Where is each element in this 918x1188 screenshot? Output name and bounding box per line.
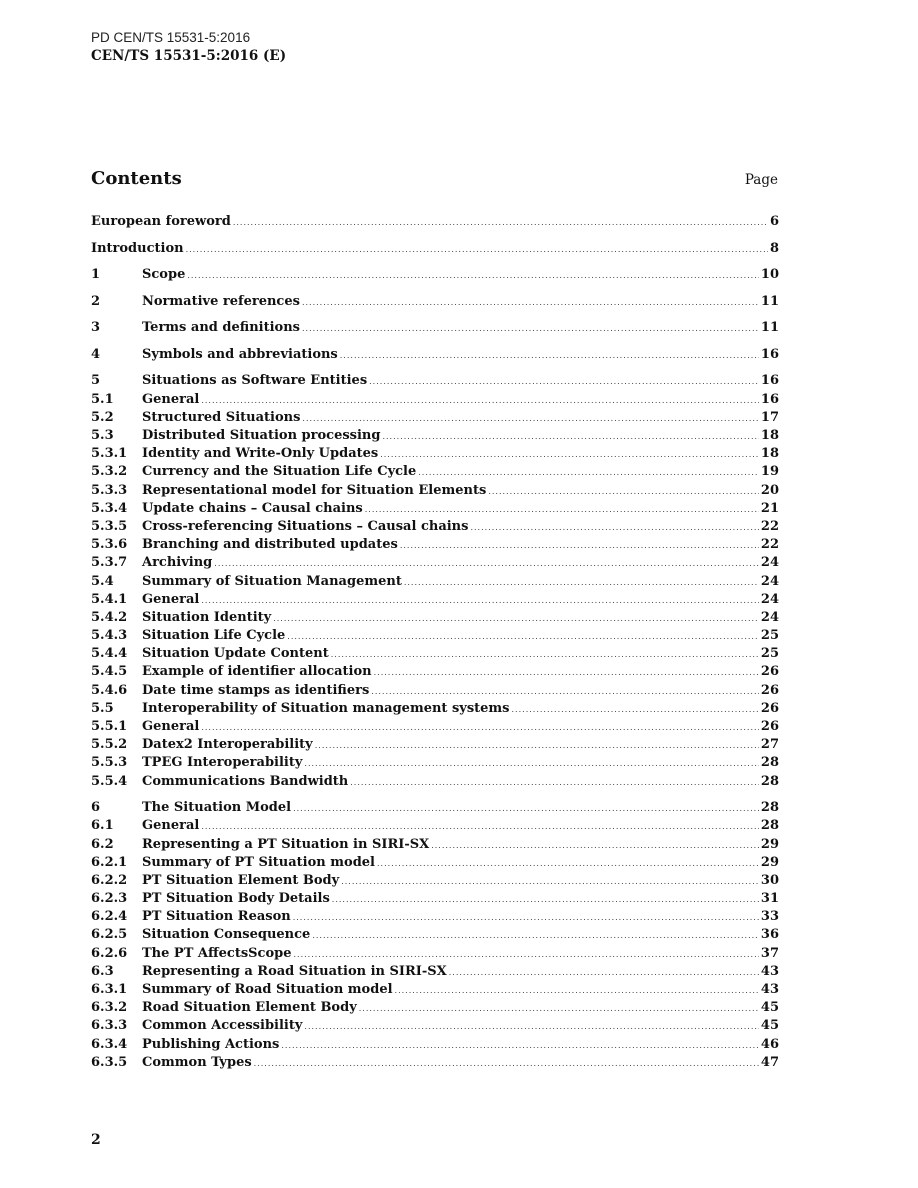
toc-entry-label: Situation Update Content bbox=[142, 646, 329, 662]
toc-leader-dots bbox=[201, 592, 759, 610]
toc-entry-label: Communications Bandwidth bbox=[142, 773, 349, 789]
toc-entry-page: 25 bbox=[760, 628, 779, 644]
toc-entry-number: 6.3.1 bbox=[91, 982, 128, 998]
toc-entry[interactable] bbox=[91, 872, 779, 890]
toc-leader-dots bbox=[449, 964, 759, 982]
toc-entry[interactable] bbox=[91, 773, 779, 791]
toc-entry[interactable] bbox=[91, 391, 779, 409]
toc-entry[interactable] bbox=[91, 609, 779, 627]
toc-entry-page: 22 bbox=[760, 537, 779, 553]
table-of-contents bbox=[91, 213, 779, 1072]
toc-entry-page: 28 bbox=[760, 818, 779, 834]
toc-entry-number: 6.3.5 bbox=[91, 1054, 128, 1070]
toc-leader-dots bbox=[302, 294, 759, 312]
toc-leader-dots bbox=[371, 683, 759, 701]
toc-entry-number: 6.2.2 bbox=[91, 872, 128, 888]
toc-entry[interactable] bbox=[91, 799, 779, 817]
toc-entry[interactable] bbox=[91, 945, 779, 963]
toc-entry[interactable] bbox=[91, 427, 779, 445]
toc-entry-page: 28 bbox=[760, 773, 779, 789]
toc-leader-dots bbox=[201, 392, 759, 410]
toc-entry-label: Interoperability of Situation management systems bbox=[142, 700, 510, 716]
toc-entry[interactable] bbox=[91, 554, 779, 572]
toc-entry-number: 6.3.4 bbox=[91, 1036, 128, 1052]
toc-entry[interactable] bbox=[91, 736, 779, 754]
contents-title: Contents bbox=[91, 168, 182, 189]
toc-entry[interactable] bbox=[91, 1036, 779, 1054]
toc-entry-page: 24 bbox=[760, 555, 779, 571]
toc-entry-number: 5.3 bbox=[91, 428, 114, 444]
toc-entry-label: Cross-referencing Situations – Causal chains bbox=[142, 518, 469, 534]
toc-leader-dots bbox=[302, 410, 759, 428]
toc-leader-dots bbox=[488, 483, 759, 501]
toc-entry-label: Summary of Road Situation model bbox=[142, 982, 393, 998]
toc-entry-page: 6 bbox=[769, 214, 779, 229]
toc-entry-label: Summary of Situation Management bbox=[142, 573, 402, 589]
toc-entry[interactable] bbox=[91, 536, 779, 554]
toc-entry-page: 26 bbox=[760, 664, 779, 680]
toc-entry-label: Normative references bbox=[142, 293, 300, 309]
toc-entry-number: 5.5.1 bbox=[91, 719, 128, 735]
toc-entry-label: Structured Situations bbox=[142, 409, 301, 425]
toc-entry-number: 5.4.1 bbox=[91, 591, 128, 607]
toc-entry[interactable] bbox=[91, 319, 779, 337]
toc-leader-dots bbox=[365, 501, 759, 519]
toc-entry-page: 18 bbox=[760, 428, 779, 444]
toc-entry[interactable] bbox=[91, 700, 779, 718]
toc-entry-page: 30 bbox=[760, 872, 779, 888]
toc-leader-dots bbox=[340, 347, 759, 365]
toc-entry-page: 33 bbox=[760, 909, 779, 925]
toc-entry[interactable] bbox=[91, 963, 779, 981]
toc-entry[interactable] bbox=[91, 240, 779, 258]
toc-entry-number: 5.3.2 bbox=[91, 464, 128, 480]
toc-entry-page: 28 bbox=[760, 755, 779, 771]
toc-entry-page: 11 bbox=[760, 293, 779, 309]
toc-entry[interactable] bbox=[91, 817, 779, 835]
toc-entry-page: 16 bbox=[760, 373, 779, 389]
toc-leader-dots bbox=[315, 737, 759, 755]
toc-entry-page: 21 bbox=[760, 500, 779, 516]
toc-entry[interactable] bbox=[91, 346, 779, 364]
toc-leader-dots bbox=[341, 873, 759, 891]
toc-entry-page: 20 bbox=[760, 482, 779, 498]
toc-entry-page: 26 bbox=[760, 682, 779, 698]
toc-entry-page: 24 bbox=[760, 573, 779, 589]
toc-entry[interactable] bbox=[91, 981, 779, 999]
toc-leader-dots bbox=[431, 837, 759, 855]
toc-leader-dots bbox=[369, 373, 759, 391]
toc-entry-number: 5.5.2 bbox=[91, 737, 128, 753]
toc-entry-page: 28 bbox=[760, 800, 779, 816]
toc-entry-number: 5.4.2 bbox=[91, 609, 128, 625]
toc-entry-label: TPEG Interoperability bbox=[142, 755, 303, 771]
toc-entry-label: General bbox=[142, 591, 200, 607]
toc-entry[interactable] bbox=[91, 754, 779, 772]
page-number: 2 bbox=[91, 1132, 101, 1148]
toc-entry[interactable] bbox=[91, 500, 779, 518]
toc-entry-label: Branching and distributed updates bbox=[142, 537, 398, 553]
toc-entry[interactable] bbox=[91, 409, 779, 427]
toc-entry-number: 5.3.5 bbox=[91, 518, 128, 534]
toc-entry[interactable] bbox=[91, 482, 779, 500]
toc-entry-number: 5.1 bbox=[91, 391, 114, 407]
toc-entry-label: The PT AffectsScope bbox=[142, 945, 292, 961]
header-document-id: PD CEN/TS 15531-5:2016 bbox=[91, 30, 251, 45]
toc-entry-label: Currency and the Situation Life Cycle bbox=[142, 464, 417, 480]
toc-entry-number: 5.2 bbox=[91, 409, 114, 425]
toc-leader-dots bbox=[400, 537, 759, 555]
toc-entry-label: Distributed Situation processing bbox=[142, 428, 381, 444]
toc-entry-number: 6.3 bbox=[91, 963, 114, 979]
toc-entry-page: 17 bbox=[760, 409, 779, 425]
toc-entry-page: 45 bbox=[760, 1000, 779, 1016]
toc-leader-dots bbox=[304, 755, 758, 773]
toc-entry-label: PT Situation Element Body bbox=[142, 872, 340, 888]
toc-leader-dots bbox=[293, 800, 759, 818]
toc-entry-page: 19 bbox=[760, 464, 779, 480]
toc-leader-dots bbox=[273, 610, 759, 628]
toc-entry-number: 3 bbox=[91, 320, 101, 336]
toc-entry-label: Publishing Actions bbox=[142, 1036, 280, 1052]
toc-leader-dots bbox=[304, 1018, 759, 1036]
toc-entry-label: Example of identifier allocation bbox=[142, 664, 372, 680]
header-standard-id: CEN/TS 15531-5:2016 (E) bbox=[91, 48, 287, 64]
toc-entry-label: General bbox=[142, 391, 200, 407]
toc-entry[interactable] bbox=[91, 890, 779, 908]
toc-entry[interactable] bbox=[91, 518, 779, 536]
toc-entry-number: 5.4.6 bbox=[91, 682, 128, 698]
toc-entry[interactable] bbox=[91, 999, 779, 1017]
toc-entry[interactable] bbox=[91, 645, 779, 663]
toc-entry-label: General bbox=[142, 719, 200, 735]
toc-leader-dots bbox=[395, 982, 759, 1000]
toc-entry-number: 5.4.5 bbox=[91, 664, 128, 680]
toc-leader-dots bbox=[293, 909, 759, 927]
toc-entry[interactable] bbox=[91, 627, 779, 645]
toc-entry-label: European foreword bbox=[91, 214, 231, 229]
toc-entry-page: 27 bbox=[760, 737, 779, 753]
toc-entry-label: Road Situation Element Body bbox=[142, 1000, 357, 1016]
toc-entry-page: 16 bbox=[760, 346, 779, 362]
toc-entry-label: Situation Life Cycle bbox=[142, 628, 286, 644]
toc-entry-number: 5.3.7 bbox=[91, 555, 128, 571]
toc-entry-number: 6.2 bbox=[91, 836, 114, 852]
toc-entry-page: 36 bbox=[760, 927, 779, 943]
toc-entry-number: 5 bbox=[91, 373, 101, 389]
toc-leader-dots bbox=[512, 701, 759, 719]
toc-entry-number: 6 bbox=[91, 800, 101, 816]
toc-entry-page: 31 bbox=[760, 891, 779, 907]
toc-entry[interactable] bbox=[91, 463, 779, 481]
toc-entry-page: 26 bbox=[760, 700, 779, 716]
toc-entry[interactable] bbox=[91, 926, 779, 944]
toc-entry[interactable] bbox=[91, 591, 779, 609]
toc-entry-number: 5.3.3 bbox=[91, 482, 128, 498]
toc-leader-dots bbox=[418, 464, 759, 482]
toc-entry[interactable] bbox=[91, 293, 779, 311]
toc-leader-dots bbox=[404, 574, 759, 592]
toc-entry[interactable] bbox=[91, 663, 779, 681]
toc-entry-label: Situation Identity bbox=[142, 609, 272, 625]
toc-leader-dots bbox=[331, 646, 759, 664]
toc-entry-label: Introduction bbox=[91, 240, 184, 256]
toc-leader-dots bbox=[312, 927, 759, 945]
toc-entry[interactable] bbox=[91, 266, 779, 284]
toc-entry[interactable] bbox=[91, 854, 779, 872]
toc-entry-page: 46 bbox=[760, 1036, 779, 1052]
toc-entry-label: Situation Consequence bbox=[142, 927, 311, 943]
toc-entry-page: 8 bbox=[769, 240, 779, 256]
toc-entry-number: 6.3.3 bbox=[91, 1018, 128, 1034]
toc-leader-dots bbox=[374, 664, 759, 682]
toc-entry-page: 16 bbox=[760, 391, 779, 407]
toc-entry[interactable] bbox=[91, 718, 779, 736]
toc-entry-label: Identity and Write-Only Updates bbox=[142, 446, 379, 462]
toc-entry-number: 1 bbox=[91, 267, 101, 283]
toc-entry-page: 29 bbox=[760, 836, 779, 852]
toc-entry-page: 18 bbox=[760, 446, 779, 462]
toc-entry-page: 47 bbox=[760, 1054, 779, 1070]
toc-entry-page: 37 bbox=[760, 945, 779, 961]
toc-entry-page: 11 bbox=[760, 320, 779, 336]
toc-entry-label: Situations as Software Entities bbox=[142, 373, 368, 389]
toc-entry-label: PT Situation Body Details bbox=[142, 891, 330, 907]
toc-entry-number: 5.5.4 bbox=[91, 773, 128, 789]
toc-entry-number: 5.5.3 bbox=[91, 755, 128, 771]
toc-entry-number: 5.3.6 bbox=[91, 537, 128, 553]
toc-entry-number: 6.2.6 bbox=[91, 945, 128, 961]
toc-entry[interactable] bbox=[91, 573, 779, 591]
toc-leader-dots bbox=[287, 628, 759, 646]
toc-entry-label: Terms and definitions bbox=[142, 320, 300, 336]
toc-entry-page: 29 bbox=[760, 854, 779, 870]
toc-entry-number: 5.3.1 bbox=[91, 446, 128, 462]
toc-entry-label: Common Types bbox=[142, 1054, 252, 1070]
toc-entry-page: 25 bbox=[760, 646, 779, 662]
toc-entry[interactable] bbox=[91, 836, 779, 854]
toc-entry-number: 5.4.4 bbox=[91, 646, 128, 662]
toc-entry-number: 6.2.4 bbox=[91, 909, 128, 925]
toc-leader-dots bbox=[350, 774, 759, 792]
toc-entry[interactable] bbox=[91, 1017, 779, 1035]
toc-entry-label: General bbox=[142, 818, 200, 834]
toc-entry-page: 43 bbox=[760, 982, 779, 998]
toc-entry-label: Archiving bbox=[142, 555, 213, 571]
toc-entry-number: 4 bbox=[91, 346, 101, 362]
toc-leader-dots bbox=[302, 320, 759, 338]
toc-leader-dots bbox=[254, 1055, 759, 1073]
toc-entry[interactable] bbox=[91, 908, 779, 926]
toc-leader-dots bbox=[201, 818, 759, 836]
toc-leader-dots bbox=[470, 519, 758, 537]
toc-leader-dots bbox=[214, 555, 759, 573]
toc-entry-label: Representational model for Situation Elements bbox=[142, 482, 487, 498]
toc-entry-page: 10 bbox=[760, 267, 779, 283]
toc-leader-dots bbox=[187, 267, 759, 285]
toc-entry-label: Date time stamps as identifiers bbox=[142, 682, 370, 698]
toc-entry-page: 45 bbox=[760, 1018, 779, 1034]
toc-entry-label: PT Situation Reason bbox=[142, 909, 291, 925]
toc-entry-number: 5.5 bbox=[91, 700, 114, 716]
toc-entry[interactable] bbox=[91, 213, 779, 231]
toc-leader-dots bbox=[281, 1037, 759, 1055]
toc-entry-label: Update chains – Causal chains bbox=[142, 500, 363, 516]
toc-entry-number: 5.4.3 bbox=[91, 628, 128, 644]
toc-entry[interactable] bbox=[91, 682, 779, 700]
toc-entry-number: 2 bbox=[91, 293, 101, 309]
toc-leader-dots bbox=[294, 946, 759, 964]
toc-leader-dots bbox=[377, 855, 759, 873]
toc-entry-label: Representing a Road Situation in SIRI-SX bbox=[142, 963, 447, 979]
toc-entry-page: 43 bbox=[760, 963, 779, 979]
toc-entry-number: 6.2.3 bbox=[91, 891, 128, 907]
toc-entry-label: Datex2 Interoperability bbox=[142, 737, 313, 753]
toc-entry-label: The Situation Model bbox=[142, 800, 292, 816]
toc-leader-dots bbox=[380, 446, 759, 464]
toc-entry-number: 5.4 bbox=[91, 573, 114, 589]
page-column-label: Page bbox=[744, 172, 778, 188]
toc-entry-number: 6.1 bbox=[91, 818, 114, 834]
toc-entry-label: Symbols and abbreviations bbox=[142, 346, 338, 362]
toc-leader-dots bbox=[359, 1000, 759, 1018]
toc-entry-number: 6.2.1 bbox=[91, 854, 128, 870]
toc-entry[interactable] bbox=[91, 445, 779, 463]
toc-entry-number: 6.2.5 bbox=[91, 927, 128, 943]
toc-entry-page: 26 bbox=[760, 719, 779, 735]
toc-leader-dots bbox=[382, 428, 758, 446]
toc-leader-dots bbox=[233, 214, 768, 232]
toc-entry-label: Representing a PT Situation in SIRI-SX bbox=[142, 836, 430, 852]
toc-entry-number: 5.3.4 bbox=[91, 500, 128, 516]
toc-leader-dots bbox=[186, 241, 768, 259]
toc-entry-label: Scope bbox=[142, 267, 186, 283]
toc-leader-dots bbox=[332, 891, 759, 909]
toc-entry-page: 22 bbox=[760, 518, 779, 534]
toc-entry[interactable] bbox=[91, 1054, 779, 1072]
toc-entry-number: 6.3.2 bbox=[91, 1000, 128, 1016]
toc-entry[interactable] bbox=[91, 372, 779, 390]
toc-entry-label: Common Accessibility bbox=[142, 1018, 303, 1034]
toc-entry-page: 24 bbox=[760, 609, 779, 625]
toc-entry-page: 24 bbox=[760, 591, 779, 607]
toc-entry-label: Summary of PT Situation model bbox=[142, 854, 375, 870]
toc-leader-dots bbox=[201, 719, 759, 737]
